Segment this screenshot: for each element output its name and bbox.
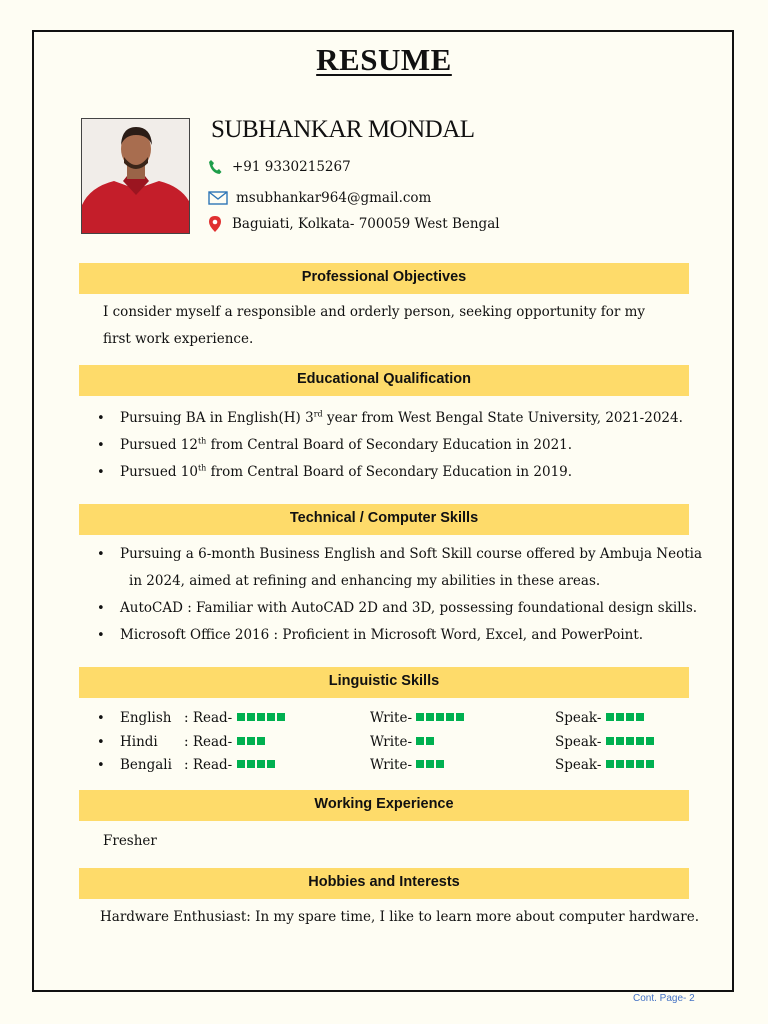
skill-square bbox=[646, 760, 654, 768]
list-item: • Pursuing a 6-month Business English and Soft Skill course offered by Ambuja Neotia in 2024, aimed at refining and enhancing my abilities in these areas. bbox=[79, 541, 702, 595]
phone-icon bbox=[208, 158, 228, 176]
language-name: English bbox=[120, 710, 172, 726]
speak-skill bbox=[555, 731, 656, 754]
resume-title: RESUME bbox=[316, 42, 452, 77]
speak-skill bbox=[555, 707, 646, 730]
skill-square bbox=[456, 713, 464, 721]
skill-square bbox=[446, 713, 454, 721]
skill-square bbox=[436, 760, 444, 768]
read-label: : Read- bbox=[184, 710, 233, 726]
skill-square bbox=[237, 737, 245, 745]
skill-square bbox=[616, 713, 624, 721]
bullet: • bbox=[97, 758, 105, 773]
skill-square bbox=[616, 737, 624, 745]
bullet: • bbox=[97, 735, 105, 750]
skill-square bbox=[426, 760, 434, 768]
phone-line bbox=[208, 158, 351, 176]
read-label: : Read- bbox=[184, 757, 233, 773]
skill-square bbox=[426, 737, 434, 745]
skill-level-squares bbox=[416, 757, 446, 773]
section-heading-education: Educational Qualification bbox=[79, 365, 689, 396]
skill-square bbox=[626, 713, 634, 721]
read-label: : Read- bbox=[184, 734, 233, 750]
education-list bbox=[79, 405, 683, 486]
language-row bbox=[79, 707, 679, 730]
skill-level-squares bbox=[237, 710, 287, 726]
write-label: Write- bbox=[370, 757, 413, 773]
speak-label: Speak- bbox=[555, 710, 602, 726]
experience-text: Fresher bbox=[103, 833, 157, 849]
skill-square bbox=[267, 713, 275, 721]
email-address[interactable]: msubhankar964@gmail.com bbox=[236, 190, 432, 206]
skill-square bbox=[436, 713, 444, 721]
skill-square bbox=[237, 760, 245, 768]
skill-square bbox=[247, 713, 255, 721]
speak-skill bbox=[555, 754, 656, 777]
location-pin-icon bbox=[208, 215, 228, 233]
address-line bbox=[208, 215, 500, 233]
section-heading-hobbies: Hobbies and Interests bbox=[79, 868, 689, 899]
bullet: • bbox=[97, 711, 105, 726]
skill-square bbox=[237, 713, 245, 721]
skill-square bbox=[416, 713, 424, 721]
skill-square bbox=[626, 760, 634, 768]
language-row bbox=[79, 731, 679, 754]
skill-level-squares bbox=[606, 757, 656, 773]
skill-square bbox=[267, 760, 275, 768]
list-item: • AutoCAD : Familiar with AutoCAD 2D and 3D, possessing foundational design skills. bbox=[79, 595, 702, 622]
section-heading-technical: Technical / Computer Skills bbox=[79, 504, 689, 535]
read-skill bbox=[184, 707, 287, 730]
email-line bbox=[208, 189, 431, 207]
language-name: Hindi bbox=[120, 734, 158, 750]
profile-photo bbox=[81, 118, 190, 234]
skill-square bbox=[606, 713, 614, 721]
list-item: • Pursued 10th from Central Board of Secondary Education in 2019. bbox=[79, 459, 683, 486]
language-row bbox=[79, 754, 679, 777]
skill-square bbox=[626, 737, 634, 745]
candidate-name: SUBHANKAR MONDAL bbox=[211, 116, 475, 143]
skill-level-squares bbox=[237, 734, 267, 750]
read-skill bbox=[184, 754, 277, 777]
continuation-note: Cont. Page- 2 bbox=[633, 993, 695, 1004]
section-heading-linguistic: Linguistic Skills bbox=[79, 667, 689, 698]
phone-number[interactable]: +91 9330215267 bbox=[232, 159, 351, 175]
write-skill bbox=[370, 754, 446, 777]
skill-square bbox=[247, 760, 255, 768]
speak-label: Speak- bbox=[555, 734, 602, 750]
objectives-text: I consider myself a responsible and orderly person, seeking opportunity for my first work experience. bbox=[103, 304, 646, 347]
skill-square bbox=[426, 713, 434, 721]
list-item: • Pursued 12th from Central Board of Secondary Education in 2021. bbox=[79, 432, 683, 459]
skill-level-squares bbox=[416, 710, 466, 726]
skill-level-squares bbox=[606, 734, 656, 750]
hobbies-text: Hardware Enthusiast: In my spare time, I like to learn more about computer hardware. bbox=[100, 909, 700, 925]
skill-level-squares bbox=[237, 757, 277, 773]
technical-list bbox=[79, 541, 702, 649]
skill-square bbox=[636, 760, 644, 768]
skill-square bbox=[257, 737, 265, 745]
address-text: Baguiati, Kolkata- 700059 West Bengal bbox=[232, 216, 500, 232]
read-skill bbox=[184, 731, 267, 754]
skill-square bbox=[257, 760, 265, 768]
skill-square bbox=[636, 737, 644, 745]
skill-square bbox=[277, 713, 285, 721]
envelope-icon bbox=[208, 189, 232, 207]
language-name: Bengali bbox=[120, 757, 172, 773]
skill-square bbox=[257, 713, 265, 721]
skill-square bbox=[416, 737, 424, 745]
section-heading-experience: Working Experience bbox=[79, 790, 689, 821]
skill-square bbox=[636, 713, 644, 721]
skill-square bbox=[247, 737, 255, 745]
skill-square bbox=[646, 737, 654, 745]
skill-level-squares bbox=[416, 734, 436, 750]
write-skill bbox=[370, 731, 436, 754]
list-item: • Pursuing BA in English(H) 3rd year from West Bengal State University, 2021-2024. bbox=[79, 405, 683, 432]
speak-label: Speak- bbox=[555, 757, 602, 773]
skill-square bbox=[416, 760, 424, 768]
skill-square bbox=[606, 760, 614, 768]
list-item: • Microsoft Office 2016 : Proficient in Microsoft Word, Excel, and PowerPoint. bbox=[79, 622, 702, 649]
skill-level-squares bbox=[606, 710, 646, 726]
section-heading-objectives: Professional Objectives bbox=[79, 263, 689, 294]
skill-square bbox=[616, 760, 624, 768]
write-label: Write- bbox=[370, 710, 413, 726]
write-skill bbox=[370, 707, 466, 730]
write-label: Write- bbox=[370, 734, 413, 750]
skill-square bbox=[606, 737, 614, 745]
